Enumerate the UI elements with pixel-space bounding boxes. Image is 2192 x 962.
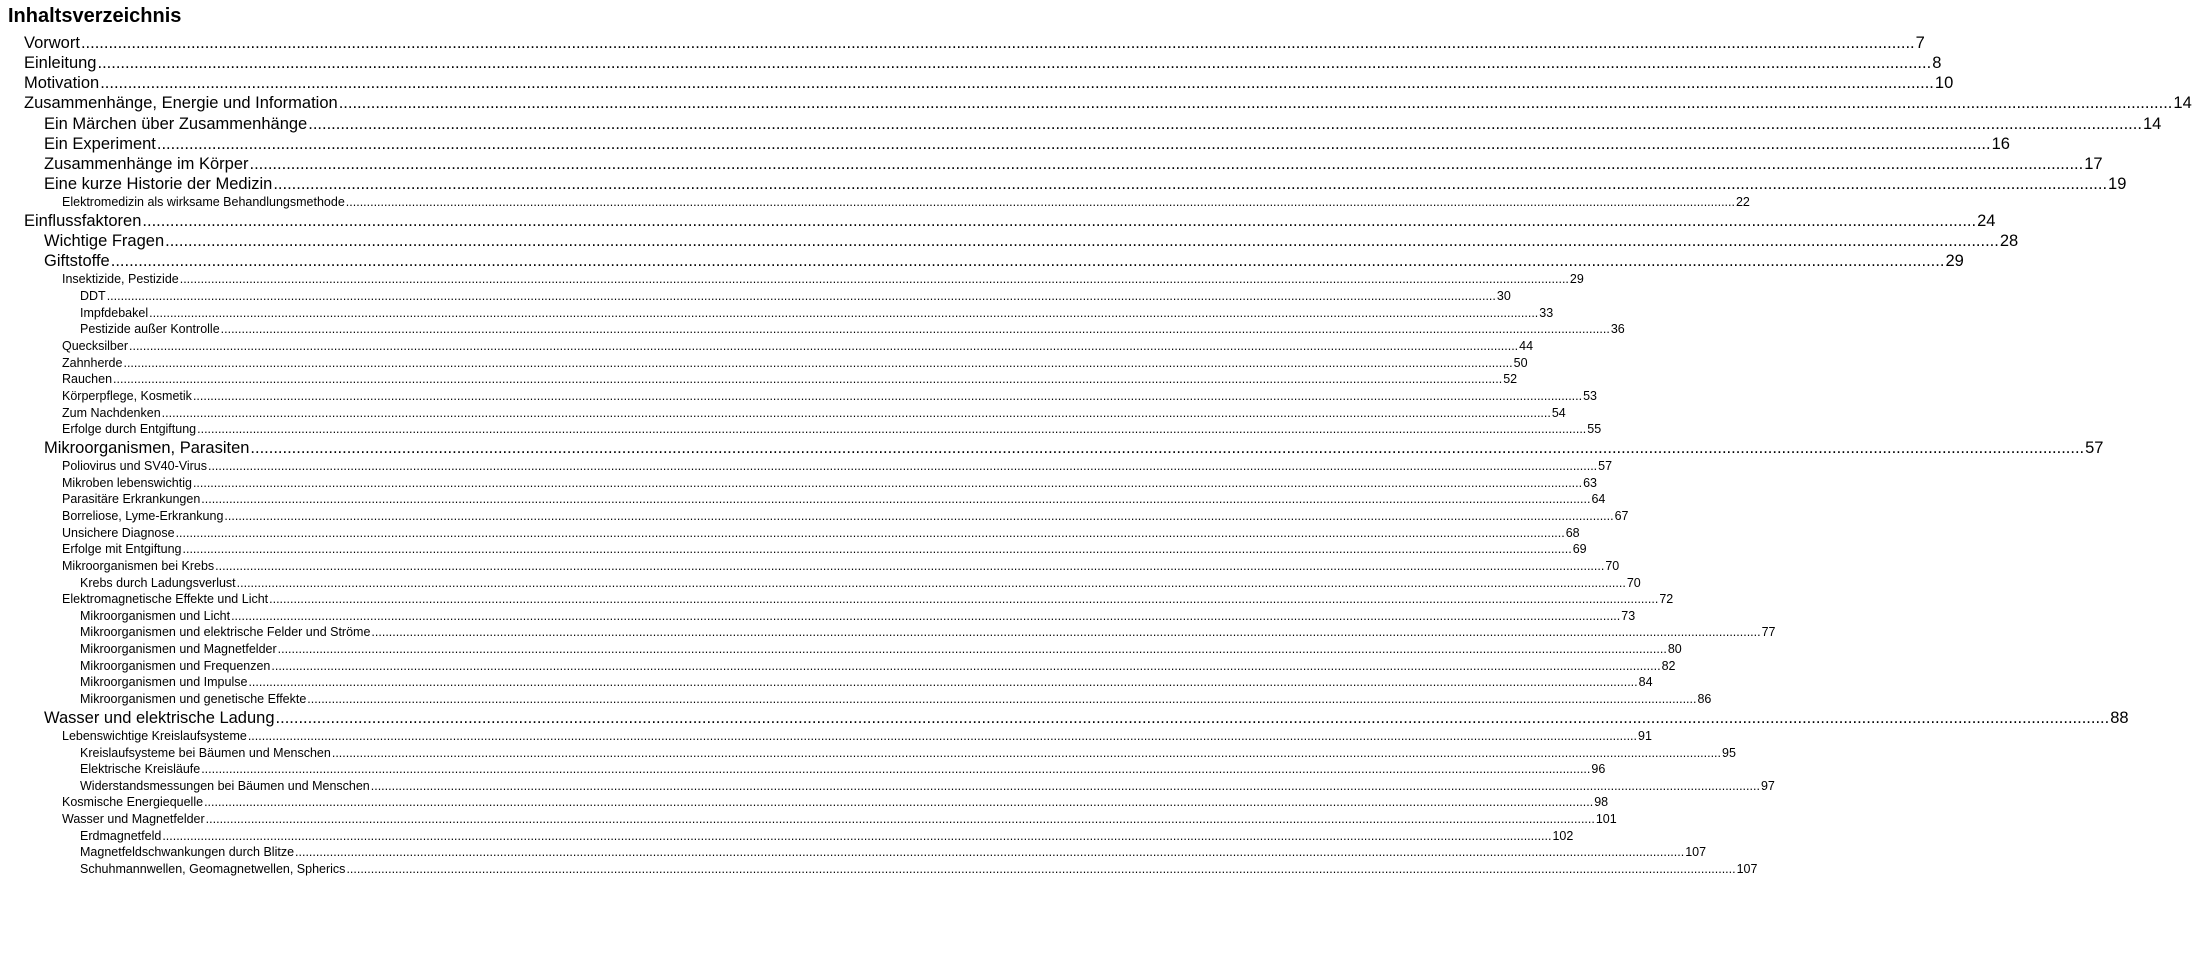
toc-leader-dots: ................................................................................................................................................................................................................................................................................................................................................................................................................ [162,828,1552,843]
toc-entry-title: Mikroorganismen, Parasiten [44,438,250,457]
toc-entry[interactable] [62,811,1617,827]
toc-entry-page: 53 [1583,388,1598,403]
toc-leader-dots: ................................................................................................................................................................................................................................................................................................................................................................................................................ [201,762,1591,777]
toc-leader-dots: ................................................................................................................................................................................................................................................................................................................................................................................................................ [338,94,2173,113]
toc-entry-title: Erdmagnetfeld [80,828,162,843]
toc-leader-dots: ................................................................................................................................................................................................................................................................................................................................................................................................................ [142,211,1977,230]
toc-entry-title: Mikroorganismen und genetische Effekte [80,692,307,707]
toc-entry[interactable] [80,745,1736,761]
toc-entry-page: 54 [1551,405,1566,420]
toc-entry[interactable] [62,338,1534,354]
toc-leader-dots: ................................................................................................................................................................................................................................................................................................................................................................................................................ [113,372,1503,387]
toc-entry-title: Mikroorganismen und elektrische Felder und Ströme [80,625,371,640]
toc-entry[interactable] [80,608,1636,624]
toc-leader-dots: ................................................................................................................................................................................................................................................................................................................................................................................................................ [231,608,1621,623]
toc-entry-page: 52 [1503,372,1518,387]
toc-entry-page: 91 [1638,728,1652,743]
toc-leader-dots: ................................................................................................................................................................................................................................................................................................................................................................................................................ [207,458,1598,473]
toc-entry[interactable] [62,558,1620,574]
toc-leader-dots: ................................................................................................................................................................................................................................................................................................................................................................................................................ [346,862,1736,877]
toc-entry-page: 14 [2173,94,2192,113]
toc-entry-page: 24 [1977,211,1996,230]
toc-entry[interactable] [62,508,1629,524]
toc-leader-dots: ................................................................................................................................................................................................................................................................................................................................................................................................................ [201,492,1591,507]
toc-entry-page: 84 [1638,675,1653,690]
toc-leader-dots: ................................................................................................................................................................................................................................................................................................................................................................................................................ [175,525,1565,540]
toc-leader-dots: ................................................................................................................................................................................................................................................................................................................................................................................................................ [249,154,2084,173]
toc-entry-title: Poliovirus und SV40-Virus [62,458,207,473]
toc-entry-title: Mikroorganismen und Impulse [80,675,248,690]
toc-entry[interactable] [62,271,1584,287]
toc-entry-title: Widerstandsmessungen bei Bäumen und Menschen [80,778,370,793]
toc-entry[interactable] [62,728,1652,744]
toc-entry[interactable] [62,541,1587,557]
toc-leader-dots: ................................................................................................................................................................................................................................................................................................................................................................................................................ [161,405,1551,420]
toc-entry-title: Mikroorganismen bei Krebs [62,558,215,573]
toc-leader-dots: ................................................................................................................................................................................................................................................................................................................................................................................................................ [215,558,1605,573]
toc-entry[interactable] [80,691,1712,707]
toc-entry-title: Parasitäre Erkrankungen [62,492,201,507]
toc-entry-title: Zahnherde [62,355,123,370]
toc-entry-page: 28 [1999,232,2019,250]
toc-entry-title: Krebs durch Ladungsverlust [80,575,236,590]
toc-leader-dots: ................................................................................................................................................................................................................................................................................................................................................................................................................ [370,778,1760,793]
toc-leader-dots: ................................................................................................................................................................................................................................................................................................................................................................................................................ [149,305,1539,320]
toc-entry[interactable] [62,421,1602,437]
toc-entry[interactable] [80,861,1758,877]
toc-entry[interactable] [24,73,1954,93]
toc-entry-page: 68 [1565,525,1580,540]
toc-entry-title: Mikroorganismen und Frequenzen [80,658,271,673]
toc-leader-dots: ................................................................................................................................................................................................................................................................................................................................................................................................................ [236,575,1626,590]
toc-leader-dots: ................................................................................................................................................................................................................................................................................................................................................................................................................ [247,728,1637,743]
toc-entry[interactable] [80,288,1511,304]
toc-entry-page: 88 [2110,708,2129,727]
toc-leader-dots: ................................................................................................................................................................................................................................................................................................................................................................................................................ [277,642,1667,657]
toc-entry[interactable] [62,371,1518,387]
toc-entry[interactable] [62,194,1750,210]
toc-leader-dots: ................................................................................................................................................................................................................................................................................................................................................................................................................ [165,232,1999,250]
toc-entry-title: Elektrische Kreisläufe [80,762,201,777]
toc-entry[interactable] [80,641,1682,657]
toc-entry[interactable] [80,624,1776,640]
toc-entry-page: 29 [1945,252,1964,271]
toc-entry[interactable] [62,458,1613,474]
toc-entry-title: Kreislaufsysteme bei Bäumen und Menschen [80,745,331,760]
toc-entry-page: 86 [1697,692,1712,707]
toc-leader-dots: ................................................................................................................................................................................................................................................................................................................................................................................................................ [220,322,1610,337]
toc-entry[interactable] [44,708,2129,728]
toc-entry-page: 96 [1591,762,1606,777]
toc-leader-dots: ................................................................................................................................................................................................................................................................................................................................................................................................................ [269,592,1659,607]
toc-entry[interactable] [80,761,1606,777]
toc-entry-title: Rauchen [62,372,113,387]
toc-entry[interactable] [44,134,2010,154]
toc-entry[interactable] [62,491,1606,507]
toc-entry-title: Elektromedizin als wirksame Behandlungsmethode [62,195,345,210]
toc-entry-page: 57 [2085,438,2104,457]
toc-entry-page: 33 [1539,305,1554,320]
toc-entry-title: Pestizide außer Kontrolle [80,322,220,337]
toc-entry-page: 95 [1722,745,1736,760]
toc-entry-title: Zum Nachdenken [62,405,161,420]
toc-entry-page: 77 [1761,625,1776,640]
toc-entry-title: Quecksilber [62,338,128,353]
toc-entry-page: 82 [1661,658,1676,673]
toc-leader-dots: ................................................................................................................................................................................................................................................................................................................................................................................................................ [250,438,2085,457]
toc-leader-dots: ................................................................................................................................................................................................................................................................................................................................................................................................................ [156,134,1991,153]
toc-entry[interactable] [24,211,1996,231]
toc-entry-title: Ein Märchen über Zusammenhänge [44,114,308,133]
toc-entry-page: 22 [1735,195,1750,210]
toc-entry-page: 29 [1569,272,1584,287]
toc-entry[interactable] [62,355,1528,371]
toc-entry[interactable] [44,251,1964,271]
toc-entry-page: 44 [1519,338,1534,353]
toc-entry-title: Zusammenhänge, Energie und Information [24,94,338,113]
toc-entry[interactable] [62,794,1609,810]
toc-entry[interactable] [62,475,1598,491]
toc-entry-page: 72 [1659,592,1674,607]
toc-leader-dots: ................................................................................................................................................................................................................................................................................................................................................................................................................ [273,175,2108,194]
toc-entry-title: Vorwort [24,34,80,52]
toc-entry-page: 70 [1626,575,1641,590]
toc-entry-page: 69 [1572,542,1587,557]
toc-leader-dots: ................................................................................................................................................................................................................................................................................................................................................................................................................ [371,625,1761,640]
toc-entry[interactable] [62,405,1566,421]
toc-leader-dots: ................................................................................................................................................................................................................................................................................................................................................................................................................ [271,658,1661,673]
toc-leader-dots: ................................................................................................................................................................................................................................................................................................................................................................................................................ [197,422,1587,437]
toc-entry-page: 70 [1605,558,1620,573]
toc-entry[interactable] [44,231,2019,251]
toc-entry-title: Ein Experiment [44,134,156,153]
toc-entry[interactable] [80,575,1641,591]
toc-leader-dots: ................................................................................................................................................................................................................................................................................................................................................................................................................ [129,338,1519,353]
toc-entry-title: Magnetfeldschwankungen durch Blitze [80,845,295,860]
toc-leader-dots: ................................................................................................................................................................................................................................................................................................................................................................................................................ [97,54,1932,73]
toc-entry-page: 97 [1760,778,1775,793]
toc-entry[interactable] [44,174,2127,194]
toc-leader-dots: ................................................................................................................................................................................................................................................................................................................................................................................................................ [179,272,1569,287]
page-title: Inhaltsverzeichnis [8,5,182,27]
toc-entry-title: Mikroben lebenswichtig [62,475,192,490]
toc-entry-title: Erfolge durch Entgiftung [62,422,197,437]
toc-entry-page: 107 [1685,845,1707,860]
toc-leader-dots: ................................................................................................................................................................................................................................................................................................................................................................................................................ [295,845,1685,860]
toc-entry-title: Borreliose, Lyme-Erkrankung [62,508,224,523]
toc-entry[interactable] [80,674,1653,690]
toc-entry-title: Impfdebakel [80,305,149,320]
toc-leader-dots: ................................................................................................................................................................................................................................................................................................................................................................................................................ [123,355,1513,370]
toc-leader-dots: ................................................................................................................................................................................................................................................................................................................................................................................................................ [204,795,1594,810]
toc-entry[interactable] [62,388,1598,404]
toc-leader-dots: ................................................................................................................................................................................................................................................................................................................................................................................................................ [110,252,1945,271]
toc-entry-title: Mikroorganismen und Magnetfelder [80,642,277,657]
toc-entry-title: Elektromagnetische Effekte und Licht [62,592,269,607]
toc-leader-dots: ................................................................................................................................................................................................................................................................................................................................................................................................................ [192,475,1583,490]
toc-entry-title: Wichtige Fragen [44,232,165,250]
toc-entry[interactable] [80,305,1554,321]
toc-entry[interactable] [44,114,2162,134]
toc-leader-dots: ................................................................................................................................................................................................................................................................................................................................................................................................................ [307,692,1697,707]
toc-entry-page: 10 [1934,74,1954,93]
toc-entry-title: Giftstoffe [44,252,110,271]
toc-entry-title: Insektizide, Pestizide [62,272,179,287]
toc-entry-title: Wasser und Magnetfelder [62,812,205,827]
toc-leader-dots: ................................................................................................................................................................................................................................................................................................................................................................................................................ [192,388,1583,403]
toc-entry-page: 16 [1991,134,2010,153]
toc-leader-dots: ................................................................................................................................................................................................................................................................................................................................................................................................................ [331,745,1722,760]
toc-entry[interactable] [80,828,1574,844]
toc-leader-dots: ................................................................................................................................................................................................................................................................................................................................................................................................................ [275,708,2110,727]
toc-entry-title: DDT [80,288,106,303]
toc-leader-dots: ................................................................................................................................................................................................................................................................................................................................................................................................................ [345,195,1735,210]
toc-leader-dots: ................................................................................................................................................................................................................................................................................................................................................................................................................ [308,114,2142,133]
toc-leader-dots: ................................................................................................................................................................................................................................................................................................................................................................................................................ [182,542,1572,557]
toc-entry[interactable] [80,321,1625,337]
toc-entry-title: Zusammenhänge im Körper [44,154,249,173]
toc-leader-dots: ................................................................................................................................................................................................................................................................................................................................................................................................................ [248,675,1638,690]
toc-entry[interactable] [44,438,2104,458]
toc-entry-page: 17 [2084,154,2103,173]
toc-entry-title: Lebenswichtige Kreislaufsysteme [62,728,247,743]
toc-entry-page: 55 [1587,422,1602,437]
toc-entry-title: Eine kurze Historie der Medizin [44,175,273,194]
toc-entry-title: Einleitung [24,54,97,73]
toc-entry-title: Einflussfaktoren [24,211,142,230]
toc-entry-page: 107 [1736,862,1758,877]
toc-entry-page: 30 [1496,288,1511,303]
toc-entry[interactable] [24,53,1942,73]
toc-leader-dots: ................................................................................................................................................................................................................................................................................................................................................................................................................ [80,34,1915,52]
toc-entry[interactable] [62,591,1674,607]
toc-entry[interactable] [24,93,2192,113]
toc-entry-page: 101 [1595,812,1617,827]
toc-entry-page: 67 [1614,508,1629,523]
toc-entry-title: Motivation [24,74,100,93]
toc-entry-page: 98 [1594,795,1609,810]
toc-entry-page: 8 [1932,54,1942,73]
toc-entry[interactable] [80,844,1707,860]
toc-entry-title: Unsichere Diagnose [62,525,175,540]
toc-entry[interactable] [80,778,1775,794]
toc-entry-page: 7 [1915,34,1925,52]
toc-leader-dots: ................................................................................................................................................................................................................................................................................................................................................................................................................ [106,288,1496,303]
toc-entry[interactable] [24,33,1925,53]
toc-entry-page: 64 [1591,492,1606,507]
toc-entry[interactable] [44,154,2103,174]
toc-entry-page: 80 [1667,642,1682,657]
toc-entry[interactable] [62,525,1580,541]
toc-entry-page: 19 [2108,175,2127,194]
toc-entry-title: Erfolge mit Entgiftung [62,542,182,557]
toc-entry-page: 57 [1598,458,1613,473]
toc-entry-page: 73 [1621,608,1636,623]
toc-leader-dots: ................................................................................................................................................................................................................................................................................................................................................................................................................ [224,508,1614,523]
toc-entry[interactable] [80,658,1676,674]
toc-entry-title: Kosmische Energiequelle [62,795,204,810]
toc-entry-page: 14 [2142,114,2162,133]
toc-entry-page: 102 [1552,828,1574,843]
toc-entry-page: 50 [1513,355,1528,370]
toc-entry-page: 36 [1610,322,1625,337]
toc-entry-title: Mikroorganismen und Licht [80,608,231,623]
toc-entry-title: Körperpflege, Kosmetik [62,388,192,403]
toc-leader-dots: ................................................................................................................................................................................................................................................................................................................................................................................................................ [100,74,1934,93]
toc-entry-title: Wasser und elektrische Ladung [44,708,275,727]
toc-entry-title: Schuhmannwellen, Geomagnetwellen, Spherics [80,862,346,877]
toc-entry-page: 63 [1583,475,1598,490]
toc-leader-dots: ................................................................................................................................................................................................................................................................................................................................................................................................................ [205,812,1595,827]
